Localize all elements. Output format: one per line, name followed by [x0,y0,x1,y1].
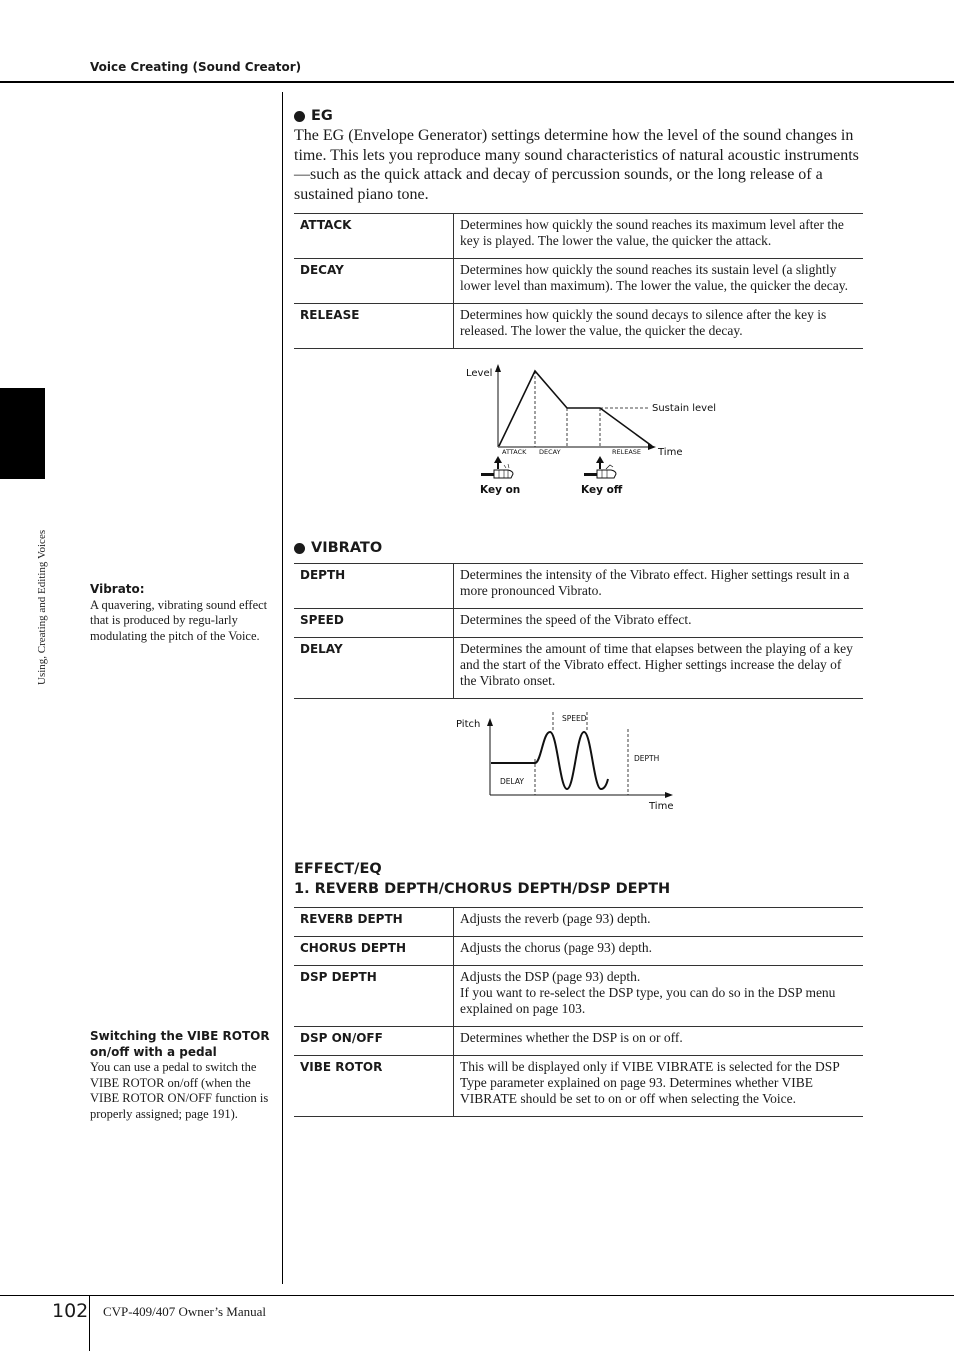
param-name: ATTACK [294,214,454,259]
running-header: Voice Creating (Sound Creator) [90,60,302,74]
header-rule [0,81,954,83]
param-name: DEPTH [294,564,454,609]
margin-note-vibe-rotor [90,1029,272,1122]
param-description: Determines how quickly the sound decays to silence after the key is released. The lower the value, the quicker the decay. [454,304,864,349]
depth-label: DEPTH [634,754,660,763]
param-description: This will be displayed only if VIBE VIBRATE is selected for the DSP Type parameter explained on page 93. Determines whether VIBE VIBRATE should be set to on or off when selecting the Voice. [454,1056,864,1117]
y-axis-arrow-icon [487,718,493,726]
time-label: Time [658,447,683,458]
table-row [294,304,863,349]
table-row [294,966,863,1027]
footer-rule [0,1295,954,1296]
margin-note-title: Vibrato: [90,582,145,596]
param-name: DECAY [294,259,454,304]
eg-heading [294,108,863,124]
effect-heading-line2: 1. REVERB DEPTH/CHORUS DEPTH/DSP DEPTH [294,881,671,897]
param-description-line: If you want to re-select the DSP type, you can do so in the DSP menu explained on page 103. [460,985,836,1016]
bullet-icon [294,111,305,122]
param-description: Determines the amount of time that elapses between the playing of a key and the start of the Vibrato effect. Higher settings increase the delay of the Vibrato onset. [454,638,864,699]
decay-label: DECAY [539,448,561,456]
envelope-curve [499,371,652,446]
param-name: RELEASE [294,304,454,349]
delay-label: DELAY [500,777,524,786]
eg-heading-text: EG [311,108,333,124]
manual-title: CVP-409/407 Owner’s Manual [103,1304,266,1319]
param-description [454,966,864,1027]
vibrato-heading-text: VIBRATO [311,540,383,556]
param-name: VIBE ROTOR [294,1056,454,1117]
param-description: Adjusts the chorus (page 93) depth. [454,937,864,966]
footer-divider [89,1295,90,1351]
level-label: Level [466,368,493,379]
table-row [294,214,863,259]
eg-parameter-table [294,213,863,349]
pitch-label: Pitch [456,719,481,730]
param-description: Determines the speed of the Vibrato effect. [454,609,864,638]
bullet-icon [294,543,305,554]
sustain-level-label: Sustain level [652,403,717,414]
release-label: RELEASE [612,448,642,456]
param-name: DSP DEPTH [294,966,454,1027]
table-row [294,1027,863,1056]
vibrato-diagram [294,699,863,859]
margin-note-text: You can use a pedal to switch the VIBE ROTOR on/off (when the VIBE ROTOR ON/OFF function is properly assigned; page 191). [90,1060,269,1121]
param-name: SPEED [294,609,454,638]
param-description: Determines whether the DSP is on or off. [454,1027,864,1056]
param-name: DSP ON/OFF [294,1027,454,1056]
table-row [294,259,863,304]
table-row [294,609,863,638]
vibrato-heading [294,540,863,556]
param-description: Determines how quickly the sound reaches its sustain level (a slightly lower level than maximum). The lower the value, the quicker the decay. [454,259,864,304]
param-name: REVERB DEPTH [294,908,454,937]
vibrato-parameter-table [294,563,863,699]
margin-note-title: Switching the VIBE ROTOR on/off with a pedal [90,1029,270,1059]
table-row [294,638,863,699]
eg-envelope-diagram [294,349,863,529]
effect-heading-line1: EFFECT/EQ [294,861,382,877]
margin-note-vibrato [90,582,272,644]
key-off-label: Key off [581,484,623,496]
side-tab [0,388,45,479]
effect-heading [294,859,863,899]
eg-intro: The EG (Envelope Generator) settings determine how the level of the sound changes in time. This lets you reproduce many sound characteristics of natural acoustic instruments—such as the quick attack and decay of percussion sounds, or the long release of a sustained piano tone. [294,127,859,203]
key-on-arrow-icon [494,456,502,463]
table-row [294,1056,863,1117]
param-description-line: Adjusts the DSP (page 93) depth. [460,969,641,984]
effect-parameter-table [294,907,863,1117]
table-row [294,937,863,966]
key-off-arrow-icon [596,456,604,463]
param-description: Determines the intensity of the Vibrato effect. Higher settings result in a more pronounced Vibrato. [454,564,864,609]
table-row [294,564,863,609]
x-axis-arrow-icon [665,792,673,798]
page-number: 102 [52,1300,89,1322]
y-axis-arrow-icon [495,364,501,372]
param-name: DELAY [294,638,454,699]
main-content [294,108,863,1117]
attack-label: ATTACK [502,448,527,456]
key-on-label: Key on [480,484,521,496]
column-divider [282,92,283,1284]
param-description: Adjusts the reverb (page 93) depth. [454,908,864,937]
param-name: CHORUS DEPTH [294,937,454,966]
table-row [294,908,863,937]
param-description: Determines how quickly the sound reaches its maximum level after the key is played. The lower the value, the quicker the attack. [454,214,864,259]
margin-note-text: A quavering, vibrating sound effect that is produced by regu-larly modulating the pitch of the Voice. [90,597,268,643]
speed-label: SPEED [562,714,587,723]
side-tab-label: Using, Creating and Editing Voices [36,529,48,685]
time-label: Time [649,801,674,812]
